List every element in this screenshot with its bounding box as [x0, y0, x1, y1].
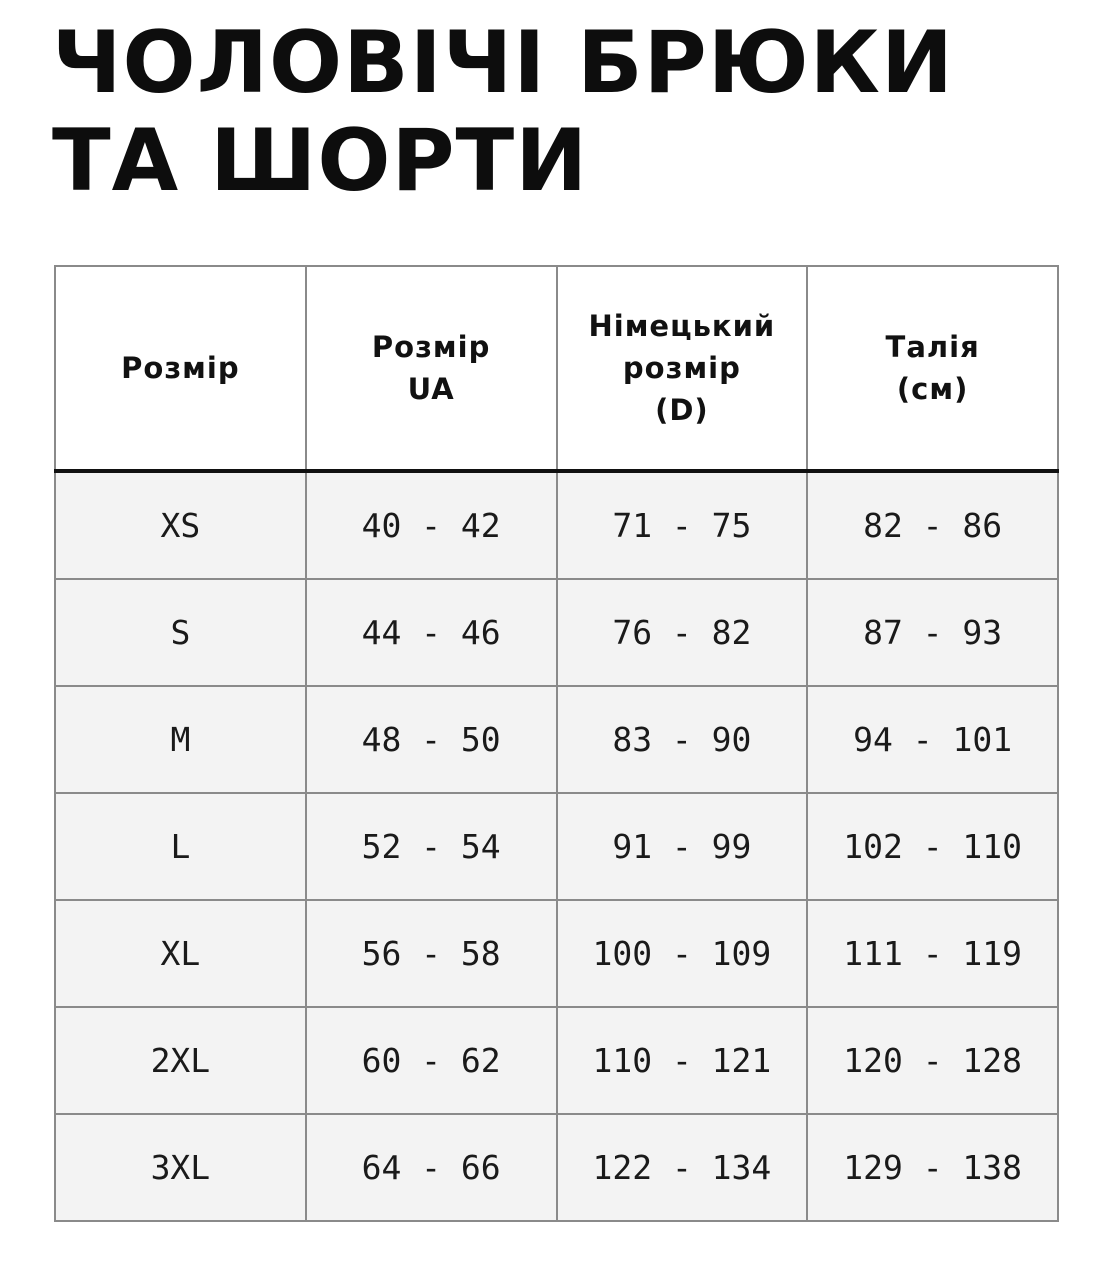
- cell-waist: 120 - 128: [807, 1007, 1058, 1114]
- table-row: [55, 1007, 1058, 1114]
- cell-size-ua: 52 - 54: [306, 793, 557, 900]
- cell-german-size: 110 - 121: [557, 1007, 808, 1114]
- size-chart-table: [54, 265, 1059, 1222]
- cell-german-size: 71 - 75: [557, 471, 808, 579]
- header-text: Талія: [885, 330, 980, 364]
- header-text: Розмір: [371, 330, 491, 364]
- table-row: [55, 793, 1058, 900]
- table-row: [55, 1114, 1058, 1221]
- cell-waist: 87 - 93: [807, 579, 1058, 686]
- header-text: Розмір: [121, 351, 240, 385]
- cell-size-ua: 44 - 46: [306, 579, 557, 686]
- cell-german-size: 100 - 109: [557, 900, 808, 1007]
- header-text: розмір: [622, 351, 741, 385]
- cell-size-ua: 48 - 50: [306, 686, 557, 793]
- cell-german-size: 122 - 134: [557, 1114, 808, 1221]
- cell-waist: 129 - 138: [807, 1114, 1058, 1221]
- cell-size: L: [55, 793, 306, 900]
- table-row: [55, 579, 1058, 686]
- cell-size-ua: 40 - 42: [306, 471, 557, 579]
- page-title-line-1: ЧОЛОВІЧІ БРЮКИ: [52, 13, 954, 113]
- header-size: [55, 266, 306, 471]
- header-text: (см): [896, 372, 969, 406]
- cell-size-ua: 56 - 58: [306, 900, 557, 1007]
- cell-german-size: 83 - 90: [557, 686, 808, 793]
- header-german-size: [557, 266, 808, 471]
- header-text: Німецький: [588, 309, 776, 343]
- header-text: UA: [407, 372, 455, 406]
- header-size-ua: [306, 266, 557, 471]
- cell-waist: 94 - 101: [807, 686, 1058, 793]
- header-waist: [807, 266, 1058, 471]
- cell-size-ua: 64 - 66: [306, 1114, 557, 1221]
- page-title-line-2: ТА ШОРТИ: [52, 111, 589, 211]
- cell-german-size: 76 - 82: [557, 579, 808, 686]
- cell-size: XL: [55, 900, 306, 1007]
- cell-size: 3XL: [55, 1114, 306, 1221]
- cell-german-size: 91 - 99: [557, 793, 808, 900]
- cell-waist: 82 - 86: [807, 471, 1058, 579]
- cell-waist: 102 - 110: [807, 793, 1058, 900]
- table-row: [55, 471, 1058, 579]
- table-header: [55, 266, 1058, 471]
- page-title: [52, 14, 954, 210]
- cell-size-ua: 60 - 62: [306, 1007, 557, 1114]
- cell-size: M: [55, 686, 306, 793]
- header-row: [55, 266, 1058, 471]
- cell-waist: 111 - 119: [807, 900, 1058, 1007]
- cell-size: XS: [55, 471, 306, 579]
- header-text: (D): [655, 393, 709, 427]
- table-row: [55, 686, 1058, 793]
- cell-size: S: [55, 579, 306, 686]
- table-body: [55, 471, 1058, 1221]
- cell-size: 2XL: [55, 1007, 306, 1114]
- table-row: [55, 900, 1058, 1007]
